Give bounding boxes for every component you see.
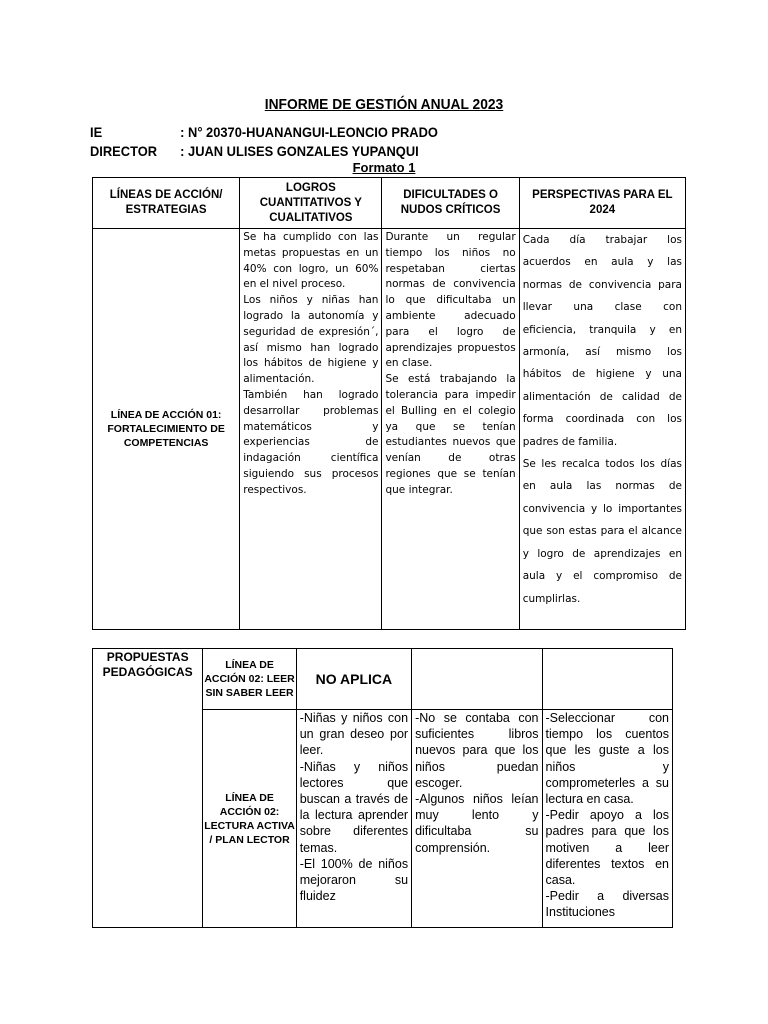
- lectura-logro: -El 100% de niños mejoraron su fluidez: [299, 856, 409, 904]
- lectura-perspectiva: -Pedir apoyo a los padres para que los motiven a leer diferentes textos en casa.: [545, 808, 669, 888]
- propuestas-table: [92, 648, 673, 928]
- empty-cell: [542, 649, 672, 710]
- linea-accion-01: LÍNEA DE ACCIÓN 01: FORTALECIMIENTO DE COMPETENCIAS: [93, 229, 240, 630]
- lectura-dificultad: -Algunos niños leían muy lento y dificultaba su comprensión.: [415, 792, 539, 855]
- director-label: DIRECTOR: [90, 143, 158, 159]
- dificultades-paragraph: Se está trabajando la tolerancia para impedir el Bulling en el colegio ya que se tenían estudiantes nuevos que venían de otras regiones que se tenían que integrar.: [385, 373, 516, 496]
- lectura-logro: -Niñas y niños con un gran deseo por leer.: [299, 711, 409, 758]
- lectura-perspectiva: -Seleccionar con tiempo los cuentos que les guste a los niños y comprometerles a su lectura en casa.: [545, 711, 669, 807]
- ie-label: IE: [90, 124, 103, 140]
- lectura-perspectiva: -Pedir a diversas Instituciones: [545, 889, 669, 920]
- management-table: [92, 177, 686, 630]
- lectura-dificultad: -No se contaba con suficientes libros nuevos para que los niños puedan escoger.: [415, 711, 539, 790]
- director-value: : JUAN ULISES GONZALES YUPANQUI: [180, 143, 419, 159]
- header-lineas: LÍNEAS DE ACCIÓN/ ESTRATEGIAS: [93, 178, 240, 229]
- document-title: INFORME DE GESTIÓN ANUAL 2023: [264, 96, 504, 113]
- logros-cell: [240, 229, 382, 630]
- perspectivas-paragraph: Cada día trabajar los acuerdos en aula y las normas de convivencia para llevar una clase con eficiencia, tranquila y en armonía, así mismo los hábitos de higiene y una alimentación de calidad de forma coordinada con los padres de familia.: [522, 234, 682, 448]
- ie-row: [90, 124, 438, 140]
- director-row: [90, 143, 419, 159]
- header-perspectivas: PERSPECTIVAS PARA EL 2024: [519, 178, 685, 229]
- formato-label: Formato 1: [352, 160, 416, 175]
- lectura-perspectivas-cell: [542, 710, 672, 928]
- dificultades-cell: [382, 229, 519, 630]
- lectura-dificultades-cell: [412, 710, 542, 928]
- logros-paragraph: Los niños y niñas han logrado la autonomía y seguridad de expresión´, así mismo han logrado los hábitos de higiene y alimentación.: [243, 294, 379, 386]
- dificultades-paragraph: Durante un regular tiempo los niños no respetaban ciertas normas de convivencia lo que dificultaba un ambiente adecuado para el logro de aprendizajes propuestos en clase.: [385, 231, 516, 370]
- no-aplica: NO APLICA: [296, 649, 411, 710]
- logros-paragraph: También han logrado desarrollar problemas matemáticos y experiencias de indagación científica siguiendo sus procesos respectivos.: [243, 388, 379, 496]
- header-dificultades: DIFICULTADES O NUDOS CRÍTICOS: [382, 178, 519, 229]
- linea-02-lectura: LÍNEA DE ACCIÓN 02: LECTURA ACTIVA / PLAN LECTOR: [203, 710, 296, 928]
- logros-paragraph: Se ha cumplido con las metas propuestas en un 40% con logro, un 60% en el nivel proceso.: [243, 231, 379, 291]
- perspectivas-cell: [519, 229, 685, 630]
- ie-value: : N° 20370-HUANANGUI-LEONCIO PRADO: [180, 124, 438, 140]
- linea-02-leer: LÍNEA DE ACCIÓN 02: LEER SIN SABER LEER: [203, 649, 296, 710]
- propuestas-label: PROPUESTAS PEDAGÓGICAS: [93, 649, 203, 928]
- lectura-logros-cell: [296, 710, 411, 928]
- empty-cell: [412, 649, 542, 710]
- header-logros: LOGROS CUANTITATIVOS Y CUALITATIVOS: [240, 178, 382, 229]
- lectura-logro: -Niñas y niños lectores que buscan a través de la lectura aprender sobre diferentes temas.: [299, 759, 409, 855]
- perspectivas-paragraph: Se les recalca todos los días en aula las normas de convivencia y lo importantes que son estas para el alcance y logro de aprendizajes en aula y el compromiso de cumplirlas.: [522, 458, 682, 605]
